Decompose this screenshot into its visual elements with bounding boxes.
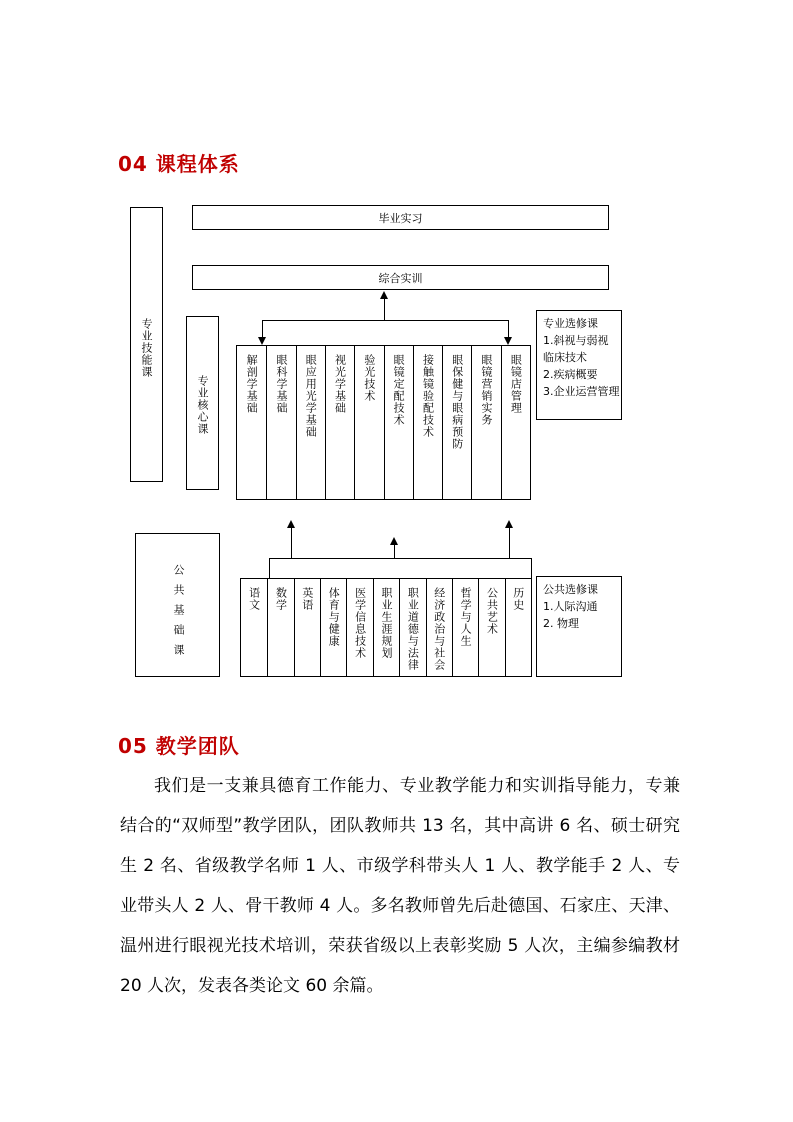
core-course-cell: [354, 346, 383, 499]
core-course-label: 解剖学基础: [245, 354, 259, 414]
professional-skill-box: [130, 207, 163, 482]
public-course-cell: [320, 579, 346, 676]
arrow-down-icon: [258, 337, 266, 345]
major-elective-item: 1.斜视与弱视: [543, 334, 609, 347]
connector-line: [384, 298, 385, 321]
major-elective-item: 2.疾病概要: [543, 368, 598, 381]
core-course-cell: [471, 346, 500, 499]
major-elective-item: 临床技术: [543, 351, 587, 364]
connector-line: [509, 528, 510, 558]
public-course-label: 数学: [274, 587, 288, 611]
public-course-label: 历史: [511, 587, 525, 611]
core-course-cell: [237, 346, 266, 499]
core-course-label: 验光技术: [362, 354, 376, 402]
section-05-title: 05 教学团队: [118, 734, 240, 758]
public-course-label: 职业生涯规划: [379, 587, 393, 659]
graduation-internship-box: [192, 205, 609, 230]
public-course-cell: [426, 579, 452, 676]
connector-line: [262, 320, 263, 338]
core-course-cell: [442, 346, 471, 499]
public-course-cell: [241, 579, 267, 676]
professional-skill-label: 专业技能课: [140, 318, 153, 378]
public-courses-block: [240, 578, 532, 677]
core-course-cell: [384, 346, 413, 499]
comprehensive-training-label: 综合实训: [378, 271, 423, 285]
core-course-cell: [325, 346, 354, 499]
connector-line: [394, 545, 395, 558]
core-course-label: 眼镜营销实务: [480, 354, 494, 426]
connector-line: [269, 558, 270, 578]
public-course-label: 公共艺术: [485, 587, 499, 635]
core-course-label: 眼保健与眼病预防: [450, 354, 464, 450]
public-course-label: 英语: [300, 587, 314, 611]
core-course-cell: [413, 346, 442, 499]
public-course-cell: [399, 579, 425, 676]
major-elective-title: 专业选修课: [543, 317, 598, 330]
public-basic-box: [135, 533, 220, 677]
public-course-cell: [294, 579, 320, 676]
connector-line: [508, 320, 509, 338]
core-course-label: 视光学基础: [333, 354, 347, 414]
public-elective-title: 公共选修课: [543, 583, 598, 596]
public-course-label: 职业道德与法律: [406, 587, 420, 671]
professional-core-box: [186, 316, 219, 490]
core-course-cell: [266, 346, 295, 499]
connector-line: [262, 320, 509, 321]
arrow-down-icon: [504, 337, 512, 345]
public-elective-item: 2. 物理: [543, 617, 579, 630]
core-course-cell: [296, 346, 325, 499]
public-course-cell: [505, 579, 531, 676]
team-description: 我们是一支兼具德育工作能力、专业教学能力和实训指导能力，专兼结合的“双师型”教学团队，团队教师共 13 名，其中高讲 6 名、硕士研究生 2 名、省级教学名师 1 人、市级学科带头人 1 人、教学能手 2 人、专业带头人 2 人、骨干教师 4 人。多名教师曾先后赴德国、石家庄、天津、温州进行眼视光技术培训，荣获省级以上表彰奖励 5 人次，主编参编教材 20 人次，发表各类论文 60 余篇。: [120, 776, 680, 996]
public-course-cell: [267, 579, 293, 676]
public-elective-box: [536, 576, 622, 677]
major-elective-box: [536, 310, 622, 420]
core-course-label: 眼科学基础: [274, 354, 288, 414]
core-course-cell: [501, 346, 530, 499]
core-course-label: 接触镜验配技术: [421, 354, 435, 438]
arrow-up-icon: [505, 520, 513, 528]
public-course-label: 经济政治与社会: [432, 587, 446, 671]
connector-line: [291, 528, 292, 558]
major-elective-item: 3.企业运营管理: [543, 385, 620, 398]
public-course-cell: [478, 579, 504, 676]
comprehensive-training-box: [192, 265, 609, 290]
public-course-cell: [452, 579, 478, 676]
connector-line: [531, 558, 532, 578]
core-course-label: 眼应用光学基础: [304, 354, 318, 438]
public-elective-item: 1.人际沟通: [543, 600, 598, 613]
arrow-up-icon: [380, 291, 388, 299]
connector-line: [269, 558, 531, 559]
public-course-cell: [373, 579, 399, 676]
professional-core-label: 专业核心课: [196, 375, 209, 435]
public-basic-label: 公共基础课: [172, 564, 185, 664]
graduation-internship-label: 毕业实习: [378, 211, 423, 225]
public-course-label: 医学信息技术: [353, 587, 367, 659]
arrow-up-icon: [390, 537, 398, 545]
core-courses-block: [236, 345, 531, 500]
public-course-label: 语文: [247, 587, 261, 611]
core-course-label: 眼镜定配技术: [392, 354, 406, 426]
core-course-label: 眼镜店管理: [509, 354, 523, 414]
public-course-label: 哲学与人生: [459, 587, 473, 647]
section-04-title: 04 课程体系: [118, 152, 240, 176]
public-course-label: 体育与健康: [327, 587, 341, 647]
arrow-up-icon: [287, 520, 295, 528]
public-course-cell: [346, 579, 372, 676]
